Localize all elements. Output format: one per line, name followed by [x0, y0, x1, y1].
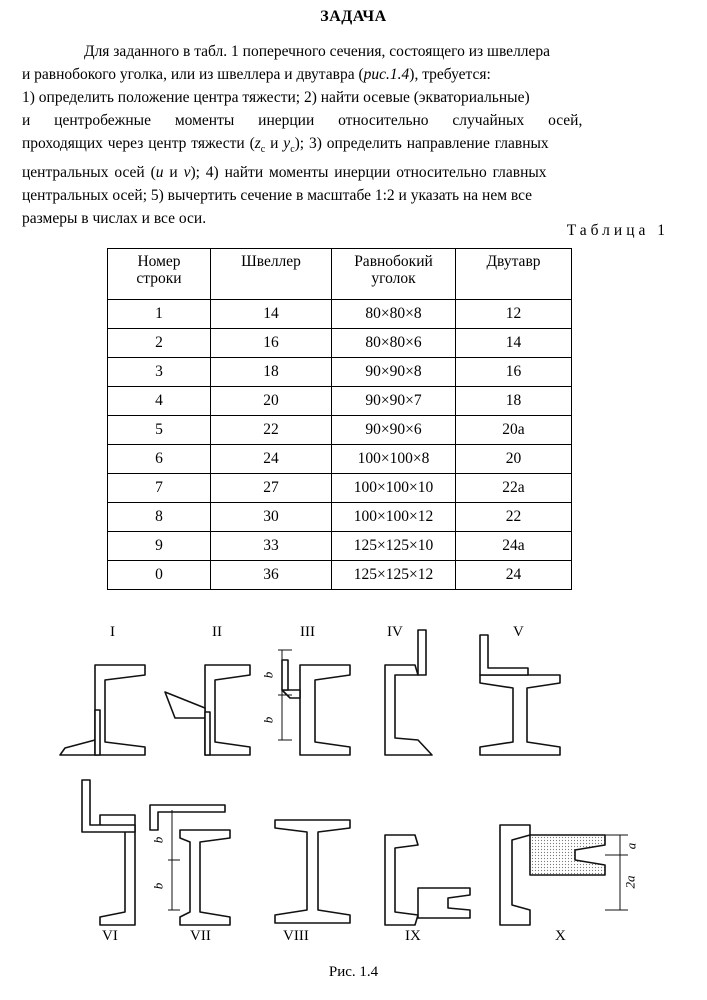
cell-angle: 100×100×10 — [332, 474, 456, 503]
figure-label-vi: VI — [102, 928, 118, 944]
figure-label-viii: VIII — [283, 928, 309, 944]
cell-channel: 33 — [211, 532, 332, 561]
table-row — [108, 358, 572, 387]
para-line: Для заданного в табл. 1 поперечного сечения, состоящего из швеллера — [84, 43, 551, 60]
cell-angle: 90×90×7 — [332, 387, 456, 416]
cell-row-number: 8 — [108, 503, 211, 532]
para-line: 1) определить положение центра тяжести; 2) найти осевые (экваториальные) — [22, 89, 530, 106]
cell-ibeam: 24 — [456, 561, 572, 590]
dimension-2a-label: 2a — [622, 875, 638, 889]
cell-row-number: 7 — [108, 474, 211, 503]
cell-angle: 125×125×12 — [332, 561, 456, 590]
dimension-b-label: b — [150, 836, 166, 844]
para-line: центральных осей (u и v); 4) найти моменты инерции относительно главных — [22, 164, 547, 182]
figure-ix-section — [385, 835, 470, 925]
cell-row-number: 9 — [108, 532, 211, 561]
cell-ibeam: 14 — [456, 329, 572, 358]
table-row — [108, 445, 572, 474]
figure-v-section — [480, 635, 560, 755]
cell-angle: 80×80×6 — [332, 329, 456, 358]
cross-section-figures — [0, 620, 707, 950]
cell-row-number: 3 — [108, 358, 211, 387]
table-header-row — [108, 249, 572, 300]
figure-iii-section — [282, 660, 350, 755]
dimension-b-label: b — [260, 671, 276, 679]
cell-ibeam: 20 — [456, 445, 572, 474]
dimension-b-label: b — [150, 882, 166, 890]
cell-ibeam: 22 — [456, 503, 572, 532]
cell-ibeam: 12 — [456, 300, 572, 329]
figure-i-section — [60, 665, 145, 755]
cell-row-number: 6 — [108, 445, 211, 474]
figure-label-vii: VII — [190, 928, 211, 944]
figure-ii-section — [165, 665, 250, 755]
figure-label-x: X — [555, 928, 566, 944]
cell-angle: 80×80×8 — [332, 300, 456, 329]
figure-vi-section — [82, 780, 135, 925]
figure-label-iii: III — [300, 624, 315, 640]
figure-label-i: I — [110, 624, 115, 640]
cell-ibeam: 24а — [456, 532, 572, 561]
header-ibeam: Двутавр — [456, 249, 572, 300]
cell-channel: 24 — [211, 445, 332, 474]
para-line: центральных осей; 5) вычертить сечение в масштабе 1:2 и указать на нем все — [22, 187, 533, 205]
table-row — [108, 300, 572, 329]
cell-angle: 100×100×8 — [332, 445, 456, 474]
para-line: проходящих через центр тяжести ($z_c$ и $y_c$); 3) определить направление главных — [22, 135, 549, 156]
cell-row-number: 2 — [108, 329, 211, 358]
cell-channel: 30 — [211, 503, 332, 532]
figure-vii-section — [150, 805, 230, 925]
cell-channel: 36 — [211, 561, 332, 590]
cell-ibeam: 16 — [456, 358, 572, 387]
figure-iv-section — [385, 630, 432, 755]
table-caption: Таблица 1 — [566, 222, 669, 239]
cell-channel: 14 — [211, 300, 332, 329]
cell-angle: 90×90×6 — [332, 416, 456, 445]
cell-channel: 16 — [211, 329, 332, 358]
task-paragraph — [22, 40, 672, 230]
dimension-b-label: b — [260, 716, 276, 724]
cell-angle: 125×125×10 — [332, 532, 456, 561]
cell-channel: 27 — [211, 474, 332, 503]
figure-label-v: V — [513, 624, 524, 640]
figure-x-section — [500, 825, 605, 925]
figure-caption: Рис. 1.4 — [328, 964, 379, 980]
table-row — [108, 561, 572, 590]
figure-label-ix: IX — [405, 928, 421, 944]
page-title: ЗАДАЧА — [320, 8, 387, 25]
cell-channel: 22 — [211, 416, 332, 445]
cell-ibeam: 20а — [456, 416, 572, 445]
cell-angle: 100×100×12 — [332, 503, 456, 532]
cell-channel: 20 — [211, 387, 332, 416]
table-row — [108, 503, 572, 532]
cell-row-number: 1 — [108, 300, 211, 329]
figure-viii-section — [275, 820, 350, 923]
para-line: и равнобокого уголка, или из швеллера и двутавра (рис.1.4), требуется: — [22, 66, 491, 83]
dimension-a-label: a — [623, 842, 639, 850]
cell-ibeam: 22а — [456, 474, 572, 503]
para-line: и центробежные моменты инерции относительно случайных осей, — [22, 112, 583, 129]
table-row — [108, 416, 572, 445]
table-row — [108, 474, 572, 503]
cell-angle: 90×90×8 — [332, 358, 456, 387]
cell-row-number: 0 — [108, 561, 211, 590]
cell-channel: 18 — [211, 358, 332, 387]
table-row — [108, 532, 572, 561]
header-channel: Швеллер — [211, 249, 332, 300]
table-row — [108, 387, 572, 416]
figure-label-ii: II — [212, 624, 222, 640]
header-row-number: Номер строки — [108, 249, 211, 300]
cell-row-number: 4 — [108, 387, 211, 416]
section-table — [107, 248, 572, 590]
cell-ibeam: 18 — [456, 387, 572, 416]
figure-label-iv: IV — [387, 624, 403, 640]
header-angle: Равнобокий уголок — [332, 249, 456, 300]
table-row — [108, 329, 572, 358]
figure-reference: рис.1.4 — [363, 66, 410, 83]
para-line: размеры в числах и все оси. — [22, 210, 207, 228]
cell-row-number: 5 — [108, 416, 211, 445]
